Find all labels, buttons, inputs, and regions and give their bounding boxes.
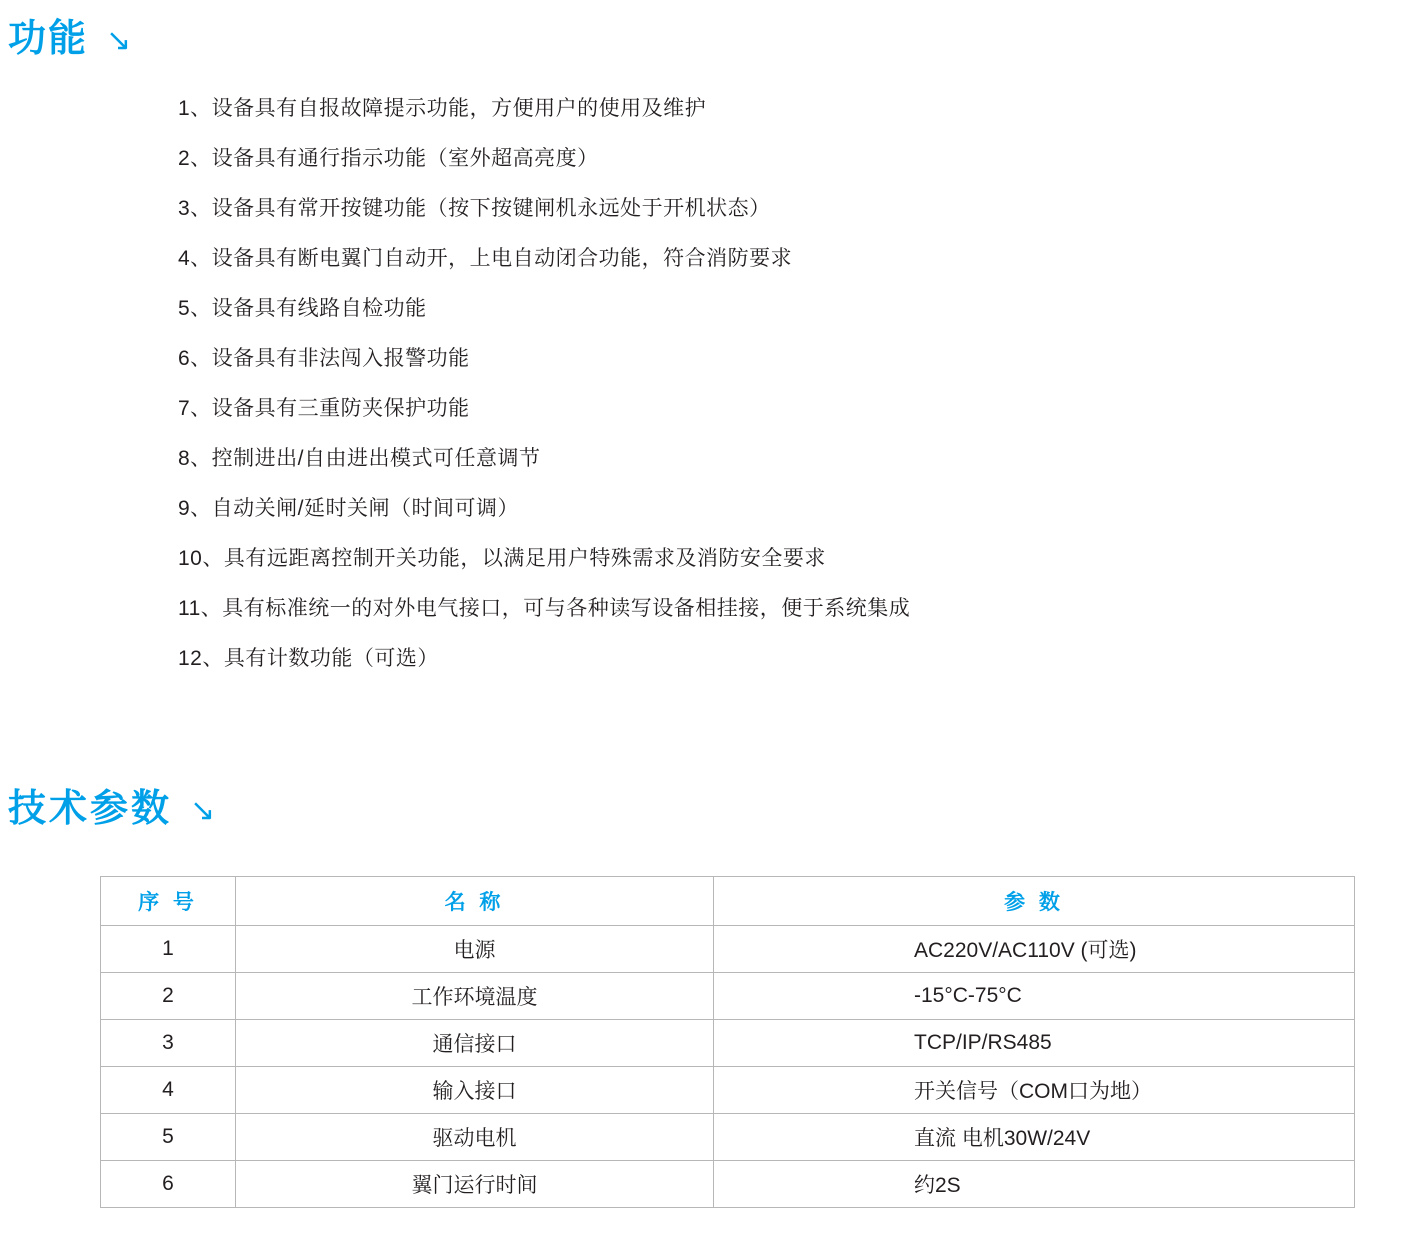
cell-no: 4: [101, 1067, 236, 1114]
specifications-table: [100, 876, 1355, 1208]
cell-no: 1: [101, 926, 236, 973]
list-item: 10、具有远距离控制开关功能，以满足用户特殊需求及消防安全要求: [178, 547, 826, 570]
arrow-down-right-icon: ↘: [106, 24, 134, 57]
table-row: [101, 926, 1355, 973]
cell-param: -15°C-75°C: [714, 973, 1355, 1020]
list-item: 8、控制进出/自由进出模式可任意调节: [178, 447, 541, 470]
list-item: 5、设备具有线路自检功能: [178, 297, 427, 320]
table-row: [101, 1067, 1355, 1114]
table-header-row: [101, 877, 1355, 926]
table-header-name: 名 称: [236, 877, 714, 926]
table-header-param: 参 数: [714, 877, 1355, 926]
cell-name: 电源: [236, 926, 714, 973]
list-item: 2、设备具有通行指示功能（室外超高亮度）: [178, 147, 599, 170]
list-item: 11、具有标准统一的对外电气接口，可与各种读写设备相挂接，便于系统集成: [178, 597, 911, 620]
cell-no: 2: [101, 973, 236, 1020]
cell-no: 5: [101, 1114, 236, 1161]
table-row: [101, 1020, 1355, 1067]
list-item: 3、设备具有常开按键功能（按下按键闸机永远处于开机状态）: [178, 197, 771, 220]
section-heading-function: [8, 20, 133, 58]
cell-name: 通信接口: [236, 1020, 714, 1067]
cell-param: 直流 电机30W/24V: [714, 1114, 1355, 1161]
arrow-down-right-icon: ↘: [190, 794, 218, 827]
cell-param: AC220V/AC110V (可选): [714, 926, 1355, 973]
table-row: [101, 973, 1355, 1020]
table-row: [101, 1161, 1355, 1208]
cell-name: 输入接口: [236, 1067, 714, 1114]
cell-param: 开关信号（COM口为地）: [714, 1067, 1355, 1114]
table-row: [101, 1114, 1355, 1161]
cell-name: 工作环境温度: [236, 973, 714, 1020]
cell-name: 驱动电机: [236, 1114, 714, 1161]
cell-no: 6: [101, 1161, 236, 1208]
list-item: 4、设备具有断电翼门自动开，上电自动闭合功能，符合消防要求: [178, 247, 793, 270]
list-item: 7、设备具有三重防夹保护功能: [178, 397, 470, 420]
cell-param: 约2S: [714, 1161, 1355, 1208]
cell-no: 3: [101, 1020, 236, 1067]
cell-param: TCP/IP/RS485: [714, 1020, 1355, 1067]
table-header-no: 序 号: [101, 877, 236, 926]
list-item: 12、具有计数功能（可选）: [178, 647, 439, 670]
feature-list: [178, 84, 1328, 684]
section-heading-function-text: 功能: [8, 18, 89, 60]
list-item: 1、设备具有自报故障提示功能，方便用户的使用及维护: [178, 97, 707, 120]
section-heading-specs: [8, 790, 217, 828]
list-item: 9、自动关闸/延时关闸（时间可调）: [178, 497, 520, 520]
list-item: 6、设备具有非法闯入报警功能: [178, 347, 470, 370]
cell-name: 翼门运行时间: [236, 1161, 714, 1208]
section-heading-specs-text: 技术参数: [8, 788, 173, 830]
